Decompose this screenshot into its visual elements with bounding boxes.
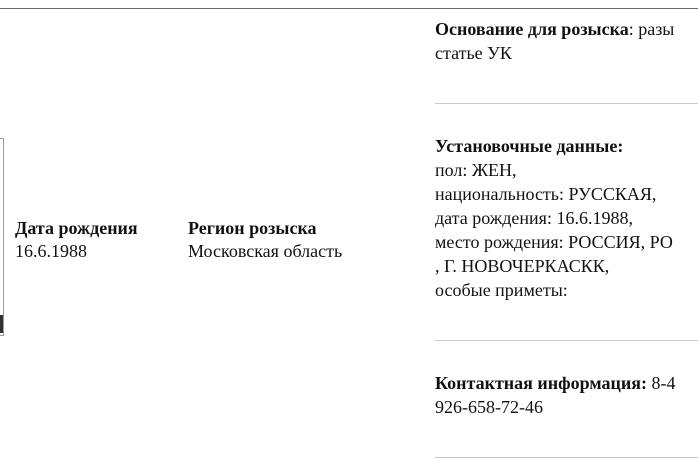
section-divider [435, 457, 698, 458]
identification-line: особые приметы: [435, 280, 568, 300]
identification-line: , Г. НОВОЧЕРКАСКК, [435, 256, 610, 276]
contact-block [435, 371, 698, 419]
photo-fragment [0, 315, 3, 333]
contact-value: 8-4 [646, 373, 676, 393]
section-divider [435, 103, 698, 104]
search-basis-value: : разы [628, 19, 675, 39]
birth-date-value: 16.6.1988 [15, 241, 87, 261]
search-region-label: Регион розыска [188, 218, 317, 238]
identification-line: пол: ЖЕН, [435, 160, 517, 180]
contact-label: Контактная информация: [435, 373, 647, 393]
birth-date-label: Дата рождения [15, 218, 138, 238]
top-divider [0, 8, 698, 9]
search-basis-line2: статье УК [435, 43, 512, 63]
search-basis-label: Основание для розыска [435, 19, 629, 39]
identification-line: дата рождения: 16.6.1988, [435, 208, 633, 228]
search-region-value: Московская область [188, 241, 343, 261]
photo-frame-edge [0, 138, 4, 336]
contact-line2: 926-658-72-46 [435, 397, 543, 417]
identification-line: национальность: РУССКАЯ, [435, 184, 657, 204]
identification-block [435, 134, 698, 302]
search-basis-block [435, 17, 698, 65]
section-divider [435, 340, 698, 341]
identification-label: Установочные данные: [435, 136, 624, 156]
birth-date-field [15, 217, 138, 263]
identification-line: место рождения: РОССИЯ, РО [435, 232, 673, 252]
search-region-field [188, 217, 342, 263]
